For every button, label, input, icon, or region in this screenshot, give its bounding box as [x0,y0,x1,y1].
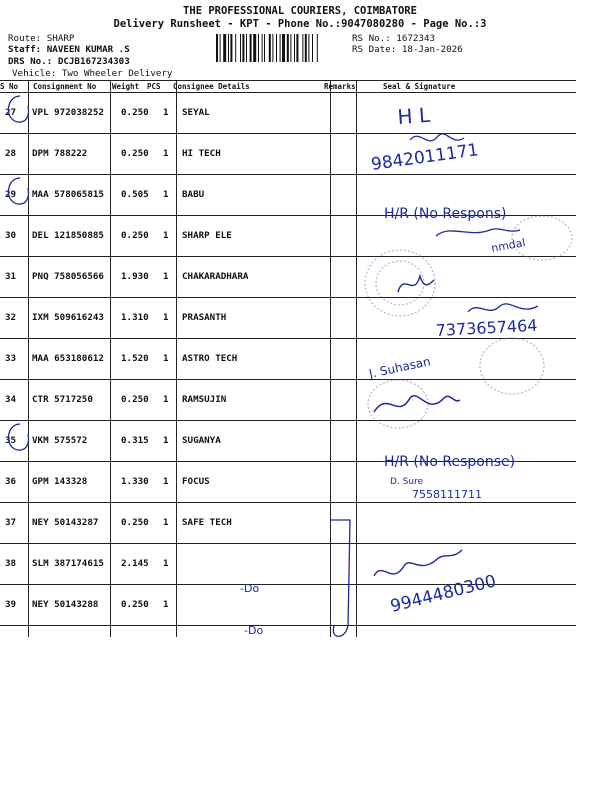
cell-pcs: 1 [163,435,169,446]
cell-consignee: HI TECH [182,148,221,159]
cell-consignee: RAMSUJIN [182,394,227,405]
cell-consignee: SHARP ELE [182,230,232,241]
barcode-bar [223,34,226,62]
route-value: SHARP [46,33,75,44]
cell-sno: 38 [5,558,17,569]
barcode-bar [276,34,277,62]
table-row [0,421,576,462]
col-header-seal: Seal & Signature [383,82,456,91]
barcode-bar [282,34,285,62]
cell-pcs: 1 [163,517,169,528]
cell-consignment: PNQ 758056566 [32,271,104,282]
staff-label: Staff: [8,44,42,55]
cell-consignment: NEY 50143287 [32,517,99,528]
cell-pcs: 1 [163,558,169,569]
cell-consignment: IXM 509616243 [32,312,104,323]
cell-weight: 0.505 [121,189,149,200]
rs-date-info [352,44,463,55]
cell-sno: 36 [5,476,17,487]
cell-consignment: NEY 50143288 [32,599,99,610]
cell-weight: 1.310 [121,312,149,323]
barcode-bar [272,34,273,62]
col-header-sno: S No [0,82,19,91]
cell-consignment: VKM 575572 [32,435,88,446]
handwritten-note: nmdal [490,236,527,255]
barcode-bar [264,34,265,62]
barcode-bar [308,34,309,62]
col-header-consignee: Consignee Details [173,82,250,91]
cell-sno: 39 [5,599,17,610]
cell-consignee: CHAKARADHARA [182,271,249,282]
vehicle-info [12,68,172,79]
barcode-bar [216,34,218,62]
cell-consignee: SEYAL [182,107,210,118]
barcode-bar [230,34,232,62]
cell-sno: 37 [5,517,17,528]
cell-sno: 27 [5,107,17,118]
cell-pcs: 1 [163,271,169,282]
barcode-bar [220,34,221,62]
barcode-bar [242,34,244,62]
rs-date-label: RS Date: [352,44,397,55]
table-row [0,339,576,380]
barcode-bar [240,34,241,62]
rs-date-value: 18-Jan-2026 [401,44,463,55]
cell-pcs: 1 [163,353,169,364]
table-row [0,216,576,257]
barcode-bar [287,34,289,62]
table-row [0,93,576,134]
barcode-bar [302,34,303,62]
barcode-bar [280,34,281,62]
handwritten-ditto: -Do [244,624,264,637]
cell-sno: 32 [5,312,17,323]
table-row [0,585,576,626]
barcode-bar [269,34,271,62]
cell-consignment: CTR 5717250 [32,394,93,405]
barcode-bar [250,34,252,62]
handwritten-ditto: -Do [240,582,260,595]
handwritten-note: H L [396,102,431,129]
cell-pcs: 1 [163,230,169,241]
cell-weight: 1.520 [121,353,149,364]
table-row [0,503,576,544]
handwritten-signature: D. Sure [390,477,424,487]
cell-consignee: PRASANTH [182,312,227,323]
barcode-bar [294,34,295,62]
handwritten-remark: H/R (No Respons) [384,206,507,222]
barcode-bar [228,34,229,62]
barcode-bar [290,34,291,62]
barcode-bar [235,34,236,62]
cell-consignment: MAA 578065815 [32,189,104,200]
company-name: THE PROFESSIONAL COURIERS, COIMBATORE [183,5,417,17]
drs-info [8,56,130,67]
cell-consignee: BABU [182,189,205,200]
cell-consignment: SLM 387174615 [32,558,104,569]
barcode-bar [253,34,256,62]
cell-consignment: DPM 788222 [32,148,88,159]
route-label: Route: [8,33,42,44]
handwritten-phone: 7558111711 [412,488,482,501]
handwritten-remark: H/R (No Response) [384,454,516,470]
staff-info [8,44,130,55]
cell-weight: 0.315 [121,435,149,446]
cell-pcs: 1 [163,394,169,405]
cell-weight: 0.250 [121,599,149,610]
cell-consignment: MAA 653180612 [32,353,104,364]
cell-sno: 31 [5,271,17,282]
drs-value: DCJB167234303 [57,56,130,67]
cell-pcs: 1 [163,476,169,487]
handwritten-phone: 9944480300 [388,571,499,617]
cell-consignment: GPM 143328 [32,476,88,487]
cell-weight: 2.145 [121,558,149,569]
drs-label: DRS No.: [8,56,53,67]
barcode-bar [262,34,263,62]
barcode [216,34,348,62]
cell-sno: 30 [5,230,17,241]
cell-weight: 0.250 [121,230,149,241]
cell-weight: 0.250 [121,148,149,159]
cell-consignee: SAFE TECH [182,517,232,528]
cell-pcs: 1 [163,107,169,118]
col-header-remarks: Remarks [324,82,356,91]
barcode-bar [258,34,259,62]
cell-weight: 0.250 [121,394,149,405]
rs-number-value: 1672343 [396,33,436,44]
handwritten-signature: J. Suhasan [367,354,432,381]
cell-consignment: VPL 972038252 [32,107,104,118]
cell-consignment: DEL 121850885 [32,230,104,241]
col-header-weight: Weight [112,82,140,91]
table-row [0,544,576,585]
cell-consignee: ASTRO TECH [182,353,238,364]
cell-consignee: FOCUS [182,476,210,487]
table-top-rule [0,80,576,81]
cell-pcs: 1 [163,189,169,200]
cell-weight: 1.330 [121,476,149,487]
handwritten-phone: 7373657464 [435,315,538,340]
vehicle-value: Two Wheeler Delivery [61,68,173,79]
cell-sno: 35 [5,435,17,446]
cell-pcs: 1 [163,312,169,323]
barcode-bar [317,34,318,62]
vehicle-label: Vehicle: [12,68,57,79]
barcode-bar [312,34,313,62]
cell-weight: 1.930 [121,271,149,282]
cell-pcs: 1 [163,599,169,610]
table-row [0,380,576,421]
cell-pcs: 1 [163,148,169,159]
col-header-consignment: Consignment No [33,82,97,91]
cell-sno: 29 [5,189,17,200]
table-row [0,175,576,216]
cell-sno: 33 [5,353,17,364]
cell-consignee: SUGANYA [182,435,221,446]
runsheet-title: Delivery Runsheet - KPT - Phone No.:9047080280 - Page No.:3 [113,18,487,30]
route-info [8,33,74,44]
handwritten-phone: 9842011171 [369,140,480,175]
rs-number-info [352,33,435,44]
table-row [0,462,576,503]
table-row [0,298,576,339]
staff-value: NAVEEN KUMAR .S [46,44,130,55]
barcode-bar [296,34,298,62]
cell-weight: 0.250 [121,517,149,528]
rs-number-label: RS No.: [352,33,391,44]
barcode-bar [305,34,307,62]
cell-sno: 34 [5,394,17,405]
row-separator [0,625,576,626]
table-row [0,134,576,175]
table-row [0,257,576,298]
col-header-pcs: PCS [147,82,161,91]
barcode-bar [246,34,247,62]
cell-sno: 28 [5,148,17,159]
cell-weight: 0.250 [121,107,149,118]
